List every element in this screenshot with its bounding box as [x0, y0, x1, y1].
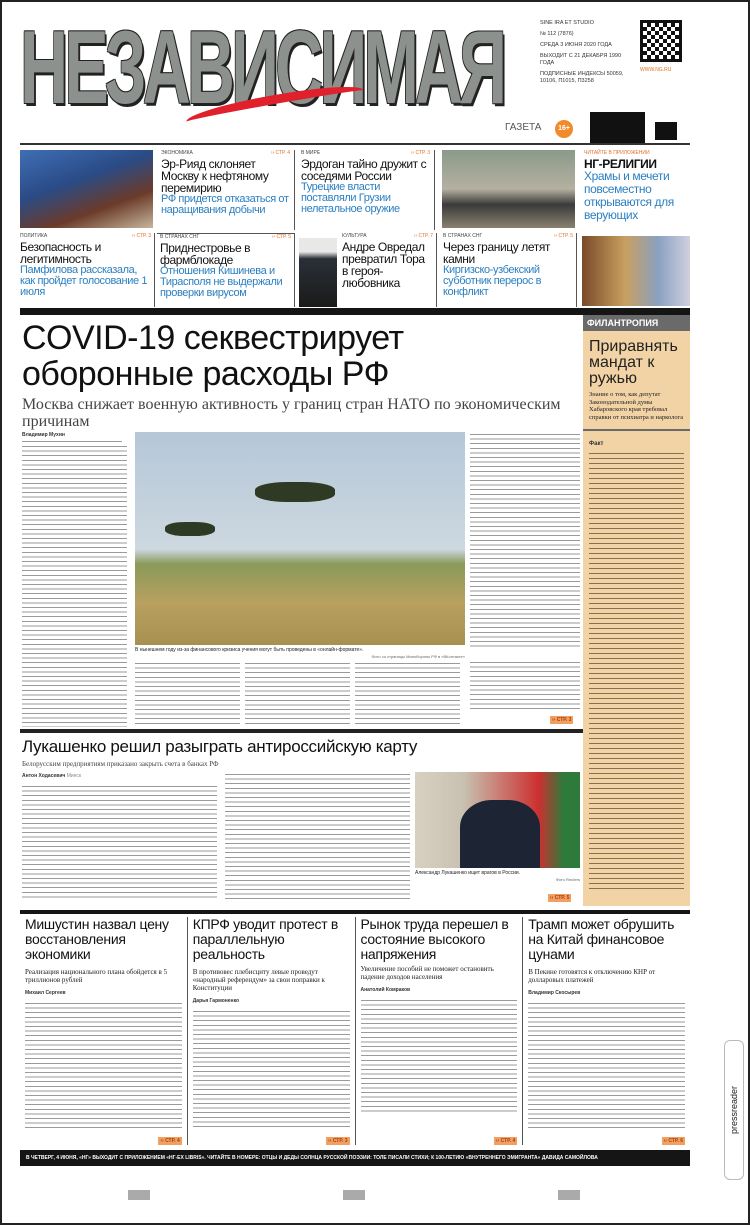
section-label: КУЛЬТУРА — [342, 233, 367, 239]
teaser-subtitle: Турецкие власти поставляли Грузии нелетальное оружие — [301, 181, 400, 215]
section-divider — [20, 308, 690, 315]
teaser-title: Эр-Рияд склоняет Москву к нефтяному перемирию — [161, 157, 269, 195]
teaser-subtitle: Храмы и мечети повсеместно открываются для верующих — [584, 169, 674, 222]
sidebar-rubric: ФИЛАНТРОПИЯ — [583, 315, 690, 331]
issue-meta — [540, 20, 632, 89]
teaser-title: НГ-РЕЛИГИИ — [584, 157, 657, 171]
registration-mark — [128, 1190, 150, 1200]
teaser-subtitle: Киргизско-узбекский субботник перерос в конфликт — [443, 264, 542, 298]
teaser-photo-pamfilova[interactable] — [20, 150, 153, 228]
author-name: Антон Ходасевич — [22, 773, 66, 779]
page-ref: ›› СТР. 7 — [413, 233, 433, 239]
lead-body-col5 — [470, 660, 580, 712]
section-label: ЭКОНОМИКА — [161, 150, 193, 156]
divider — [20, 143, 690, 145]
column-author: Владимир Скосырев — [528, 990, 581, 996]
section-label: В МИРЕ — [301, 150, 321, 156]
second-photo-caption: Александр Лукашенко ищет врагов в России. — [415, 870, 521, 876]
lead-photo-helicopters — [135, 432, 465, 645]
sidebar-headline[interactable]: Приравнять мандат к ружью — [589, 338, 678, 387]
teaser-photo-ovredal — [299, 238, 337, 307]
page-ref: ›› СТР. 5 — [271, 234, 291, 240]
lead-author: Владимир Мухин — [22, 432, 122, 442]
teaser-world[interactable] — [297, 150, 435, 230]
second-page-link[interactable]: ›› СТР. 5 — [550, 895, 570, 901]
teaser-title: Через границу летят камни — [443, 240, 551, 266]
column-headline: Рынок труда перешел в состояние высокого напряжения — [360, 916, 509, 962]
lead-body-col4b — [355, 661, 460, 725]
helicopter-icon — [165, 522, 215, 536]
second-author — [22, 773, 81, 779]
pressreader-badge[interactable]: pressreader — [724, 1040, 744, 1180]
column-author: Анатолий Комраков — [360, 987, 411, 993]
section-label: В СТРАНАХ СНГ — [443, 233, 483, 239]
teaser-subtitle: Отношения Кишинева и Тирасполя не выдержали проверки вирусом — [160, 265, 283, 299]
site-link[interactable]: WWW.NG.RU — [640, 67, 672, 73]
second-headline[interactable]: Лукашенко решил разыграть антироссийскую карту — [22, 737, 418, 756]
lead-photo-caption: В нынешнем году из-за финансового кризиса учения могут быть проведены в «онлайн-формате». — [135, 647, 364, 653]
column-body — [528, 1001, 685, 1131]
helicopter-icon — [255, 482, 335, 502]
column-story[interactable] — [20, 917, 188, 1145]
announcement-strip: В ЧЕТВЕРГ, 4 ИЮНЯ, «НГ» ВЫХОДИТ С ПРИЛОЖЕНИЕМ «НГ-EX LIBRIS». ЧИТАЙТЕ В НОМЕРЕ: ОТЦЫ И ДЕДЫ СОЛНЦА РУССКОЙ ПОЭЗИИ: ТОЛЕ ПИСАЛИ СТИХИ; К 100-ЛЕТИЮ «ВНУТРЕННЕГО ЭМИГРАНТА» ДАВИДА САМОЙЛОВА — [20, 1150, 690, 1166]
column-page-link[interactable]: ›› СТР. 3 — [328, 1138, 348, 1144]
issue-number: № 112 (7876) — [540, 31, 574, 37]
author-city: Минск — [66, 773, 82, 779]
second-photo-credit: Фото Reuters — [555, 877, 580, 882]
teaser-title: Андре Овредал превратил Тора в героя-любовника — [342, 240, 425, 290]
column-headline: Трамп может обрушить на Китай финансовое цунами — [528, 916, 675, 962]
age-rating-badge: 16+ — [555, 120, 573, 138]
teaser-religion[interactable] — [582, 150, 690, 222]
column-page-link[interactable]: ›› СТР. 4 — [495, 1138, 516, 1144]
second-photo-lukashenko — [415, 772, 580, 868]
indexes: ПОДПИСНЫЕ ИНДЕКСЫ 50059, 10106, П1015, П3258 — [540, 71, 624, 84]
lead-subheadline: Москва снижает военную активность у границ стран НАТО по экономическим причинам — [22, 396, 561, 430]
teaser-photo-church — [582, 236, 690, 306]
column-headline: Мишустин назвал цену восстановления экономики — [25, 916, 169, 962]
column-body — [193, 1009, 350, 1129]
bottom-columns — [20, 917, 690, 1145]
teaser-title: Эрдоган тайно дружит с соседями России — [301, 157, 427, 183]
second-subheadline: Белорусским предприятиям приказано закрыть счета в банках РФ — [22, 760, 219, 768]
column-page-link[interactable]: ›› СТР. 6 — [663, 1138, 683, 1144]
divider — [583, 429, 690, 431]
lead-page-link[interactable]: ›› СТР. 3 — [552, 717, 572, 723]
divider — [20, 910, 690, 914]
column-subheadline: В Пекине готовятся к отключению КНР от долларовых платежей — [528, 968, 656, 984]
teaser-economy[interactable] — [157, 150, 295, 230]
section-label: ПОЛИТИКА — [20, 233, 48, 239]
teaser-cis-1[interactable] — [157, 233, 295, 307]
column-subheadline: Реализация национального плана обойдется в 5 триллионов рублей — [25, 968, 168, 984]
page-ref: ›› СТР. 3 — [410, 150, 430, 156]
column-subheadline: Увеличение пособий не поможет остановить падение доходов населения — [360, 965, 494, 981]
column-story[interactable] — [356, 917, 524, 1145]
second-body-col2 — [225, 772, 410, 900]
sidebar-philanthropy — [583, 315, 690, 906]
barcode-addon-icon — [655, 122, 677, 140]
gazeta-label: ГАЗЕТА — [505, 122, 542, 133]
lead-body-col1 — [22, 444, 127, 727]
column-body — [361, 998, 518, 1113]
motto: SINE IRA ET STUDIO — [540, 20, 594, 26]
column-author: Михаил Сергеев — [25, 990, 66, 996]
lead-body-col3 — [245, 661, 350, 725]
section-label: В СТРАНАХ СНГ — [160, 234, 200, 240]
lead-photo-credit: Фото со страницы Минобороны РФ в «ВКонтакте» — [371, 654, 465, 659]
column-story[interactable] — [188, 917, 356, 1145]
sidebar-body — [589, 451, 684, 891]
masthead-logo: НЕЗАВИСИМАЯ — [20, 10, 504, 126]
teaser-subtitle: РФ придется отказаться от наращивания добычи — [161, 193, 289, 216]
sidebar-subheadline: Знание о том, как депутат Законодательной думы Хабаровского края требовал справки от психиатра и нарколога — [589, 391, 684, 421]
column-headline: КПРФ уводит протест в параллельную реальность — [192, 916, 339, 962]
lead-body-col2 — [135, 661, 240, 725]
lead-headline[interactable]: COVID-19 секвестрирует оборонные расходы РФ — [22, 319, 404, 393]
second-body-col1 — [22, 784, 217, 899]
column-page-link[interactable]: ›› СТР. 4 — [160, 1138, 180, 1144]
teaser-politics[interactable] — [20, 233, 155, 307]
column-subheadline: В противовес плебисциту левые проведут «народный референдум» за свои поправки к Конституции — [192, 968, 325, 992]
registration-mark — [343, 1190, 365, 1200]
teaser-subtitle: Памфилова рассказала, как пройдет голосование 1 июля — [20, 264, 148, 298]
person-icon — [460, 800, 540, 868]
teaser-title: Приднестровье в фармблокаде — [160, 241, 251, 267]
teaser-cis-2[interactable] — [440, 233, 577, 307]
column-story[interactable] — [523, 917, 690, 1145]
lead-body-col4 — [470, 432, 580, 650]
page-ref: ›› СТР. 5 — [553, 233, 573, 239]
registration-mark — [558, 1190, 580, 1200]
column-body — [25, 1001, 182, 1131]
page-ref: ›› СТР. 3 — [131, 233, 151, 239]
page-ref: ›› СТР. 4 — [270, 150, 290, 156]
issue-date: СРЕДА 3 ИЮНЯ 2020 ГОДА — [540, 42, 612, 48]
column-author: Дарья Гармоненко — [192, 998, 240, 1004]
sidebar-fact-label: Факт — [589, 441, 604, 447]
teaser-title: Безопасность и легитимность — [20, 240, 101, 266]
divider — [20, 729, 583, 733]
teaser-photo-border[interactable] — [442, 150, 575, 228]
qr-code-icon[interactable] — [640, 20, 682, 62]
teaser-culture[interactable] — [339, 233, 437, 307]
barcode-icon — [590, 112, 645, 144]
section-label: ЧИТАЙТЕ В ПРИЛОЖЕНИИ — [584, 150, 650, 156]
since: ВЫХОДИТ С 21 ДЕКАБРЯ 1990 ГОДА — [540, 53, 622, 66]
